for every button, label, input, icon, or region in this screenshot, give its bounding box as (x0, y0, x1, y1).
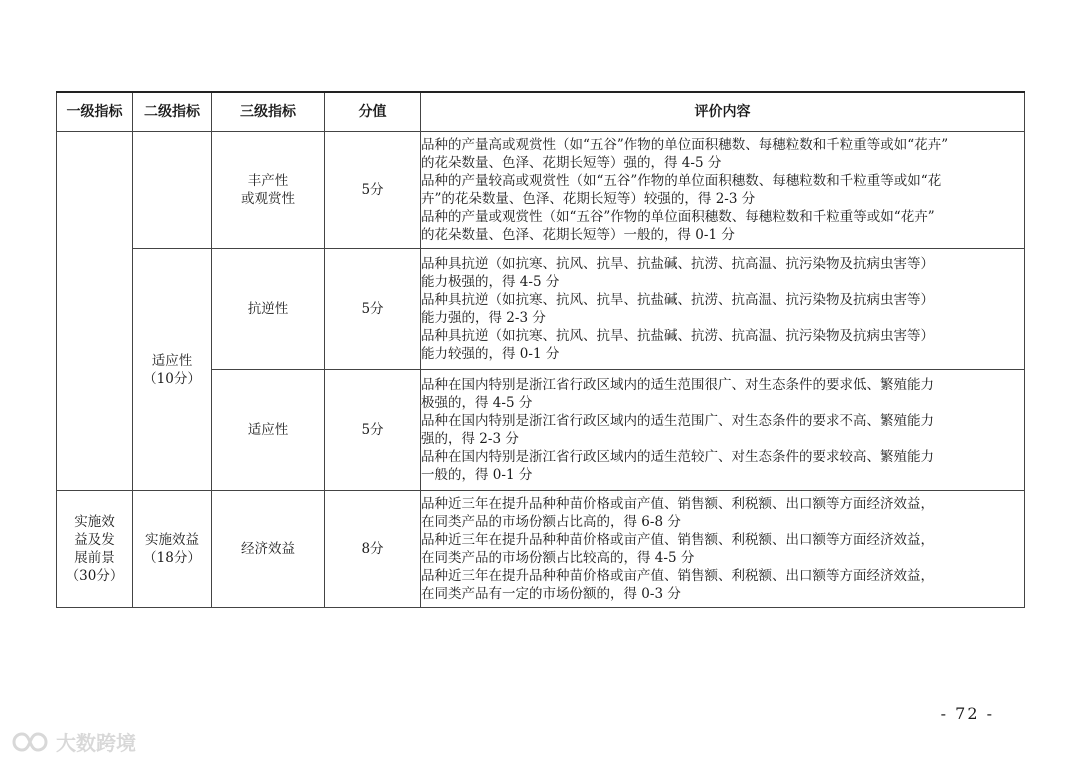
table-row (57, 249, 1025, 370)
content-cell (421, 132, 1025, 249)
content-line: 品种的产量或观赏性（如“五谷”作物的单位面积穗数、每穗粒数和千粒重等或如“花卉” (421, 209, 935, 225)
content-line: 品种具抗逆（如抗寒、抗风、抗旱、抗盐碱、抗涝、抗高温、抗污染物及抗病虫害等） (421, 256, 934, 272)
content-cell (421, 370, 1025, 491)
level3-text: 抗逆性 (247, 301, 289, 317)
level2-cell (133, 491, 212, 608)
level2-text: （10分） (143, 370, 201, 387)
level3-cell (212, 370, 325, 491)
level2-text: 适应性 (151, 352, 193, 369)
content-line: 品种近三年在提升品种种苗价格或亩产值、销售额、利税额、出口额等方面经济效益， (421, 568, 934, 584)
content-line: 品种的产量高或观赏性（如“五谷”作物的单位面积穗数、每穗粒数和千粒重等或如“花卉” (421, 137, 949, 153)
header-content: 评价内容 (421, 92, 1025, 132)
level3-text: 适应性 (247, 422, 289, 438)
score-cell: 8分 (325, 491, 421, 608)
content-line: 的花朵数量、色泽、花期长短等）一般的，得 0-1 分 (421, 227, 735, 243)
watermark-text: 大数跨境 (56, 731, 136, 755)
content-line: 极强的，得 4-5 分 (421, 395, 533, 411)
content-line: 在同类产品的市场份额占比高的，得 6-8 分 (421, 514, 681, 530)
content-cell (421, 249, 1025, 370)
score-cell: 5分 (325, 249, 421, 370)
content-line: 强的，得 2-3 分 (421, 431, 519, 447)
level1-text: 益及发 (74, 532, 115, 548)
content-line: 品种的产量较高或观赏性（如“五谷”作物的单位面积穗数、每穗粒数和千粒重等或如“花 (421, 173, 942, 189)
content-line: 卉”的花朵数量、色泽、花期长短等）较强的，得 2-3 分 (421, 191, 756, 207)
level3-text: 或观赏性 (241, 191, 295, 207)
content-line: 能力极强的，得 4-5 分 (421, 274, 560, 290)
header-score: 分值 (325, 92, 421, 132)
content-line: 在同类产品有一定的市场份额的，得 0-3 分 (421, 586, 681, 602)
level2-cell-top-empty (133, 132, 212, 249)
level2-text: （18分） (143, 550, 201, 566)
level2-text: 实施效益 (145, 532, 199, 548)
level1-text: 展前景 (74, 550, 115, 566)
content-line: 一般的，得 0-1 分 (421, 467, 533, 483)
content-line: 品种具抗逆（如抗寒、抗风、抗旱、抗盐碱、抗涝、抗高温、抗污染物及抗病虫害等） (421, 292, 934, 308)
header-level3: 三级指标 (212, 92, 325, 132)
level2-cell (133, 249, 212, 491)
page-number: - 72 - (940, 704, 994, 723)
table-row (57, 132, 1025, 249)
level3-cell (212, 249, 325, 370)
level3-cell (212, 491, 325, 608)
evaluation-table (56, 91, 1025, 608)
content-line: 品种在国内特别是浙江省行政区域内的适生范围很广、对生态条件的要求低、繁殖能力 (421, 377, 934, 393)
content-line: 品种近三年在提升品种种苗价格或亩产值、销售额、利税额、出口额等方面经济效益， (421, 496, 934, 512)
content-line: 品种在国内特别是浙江省行政区域内的适生范较广、对生态条件的要求较高、繁殖能力 (421, 449, 934, 465)
infinity-logo-icon (8, 729, 52, 755)
level3-cell (212, 132, 325, 249)
table-header-row (57, 92, 1025, 132)
score-cell: 5分 (325, 132, 421, 249)
header-level1: 一级指标 (57, 92, 133, 132)
content-line: 品种具抗逆（如抗寒、抗风、抗旱、抗盐碱、抗涝、抗高温、抗污染物及抗病虫害等） (421, 328, 934, 344)
level1-text: （30分） (65, 568, 124, 584)
table-row (57, 491, 1025, 608)
header-level2: 二级指标 (133, 92, 212, 132)
level1-text: 实施效 (74, 514, 115, 530)
content-line: 品种在国内特别是浙江省行政区域内的适生范围广、对生态条件的要求不高、繁殖能力 (421, 413, 934, 429)
content-line: 的花朵数量、色泽、花期长短等）强的，得 4-5 分 (421, 155, 722, 171)
watermark (8, 727, 136, 756)
content-line: 能力较强的，得 0-1 分 (421, 346, 560, 362)
score-cell: 5分 (325, 370, 421, 491)
level1-cell (57, 491, 133, 608)
content-line: 能力强的，得 2-3 分 (421, 310, 546, 326)
level3-text: 经济效益 (241, 541, 295, 557)
content-cell (421, 491, 1025, 608)
content-line: 品种近三年在提升品种种苗价格或亩产值、销售额、利税额、出口额等方面经济效益， (421, 532, 934, 548)
level1-cell-empty (57, 132, 133, 491)
content-line: 在同类产品的市场份额占比较高的，得 4-5 分 (421, 550, 695, 566)
level3-text: 丰产性 (247, 173, 289, 189)
